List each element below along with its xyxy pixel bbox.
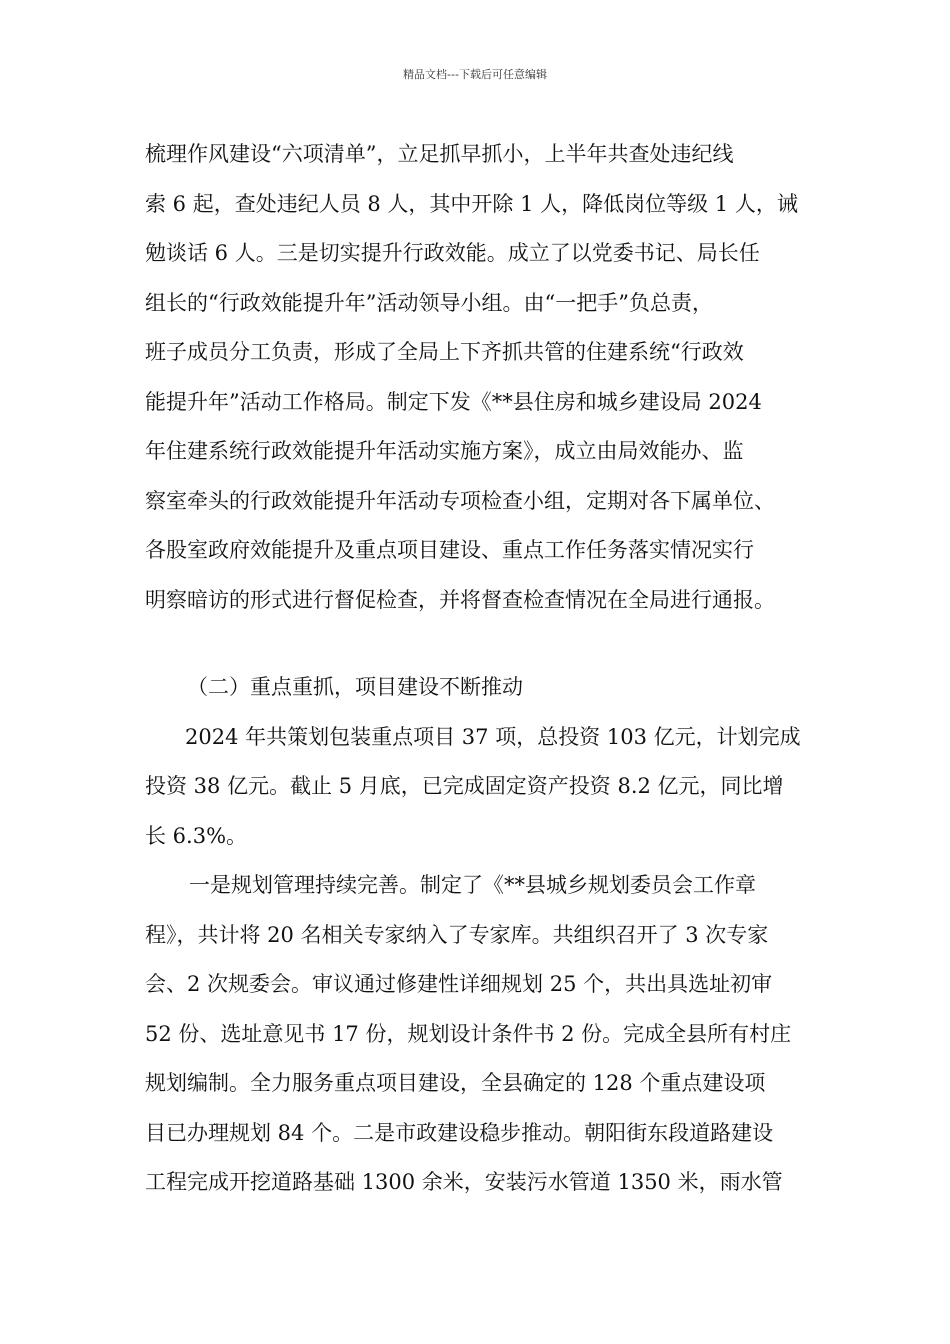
page-header: 精品文档---下载后可任意编辑 <box>403 68 547 81</box>
paragraph-line: 组长的“行政效能提升年”活动领导小组。由“一把手”负总责， <box>145 290 713 315</box>
paragraph-line: 能提升年”活动工作格局。制定下发《**县住房和城乡建设局 2024 <box>145 389 762 414</box>
paragraph-line: 察室牵头的行政效能提升年活动专项检查小组，定期对各下属单位、 <box>145 488 775 513</box>
paragraph-line: 明察暗访的形式进行督促检查，并将督查检查情况在全局进行通报。 <box>145 587 775 612</box>
paragraph-line: 工程完成开挖道路基础 1300 余米，安装污水管道 1350 米，雨水管 <box>145 1170 783 1194</box>
paragraph-line: 程》，共计将 20 名相关专家纳入了专家库。共组织召开了 3 次专家 <box>145 922 769 947</box>
paragraph-line: 一是规划管理持续完善。制定了《**县城乡规划委员会工作章 <box>189 873 756 897</box>
paragraph-line: 长 6.3%。 <box>145 823 248 848</box>
paragraph-line: 各股室政府效能提升及重点项目建设、重点工作任务落实情况实行 <box>145 538 754 562</box>
paragraph-line: 会、2 次规委会。审议通过修建性详细规划 25 个，共出具选址初审 <box>145 972 773 996</box>
paragraph-line: 班子成员分工负责，形成了全局上下齐抓共管的住建系统“行政效 <box>145 340 744 364</box>
document-body <box>145 130 825 1208</box>
paragraph-line: 梳理作风建设“六项清单”，立足抓早抓小，上半年共查处违纪线 <box>145 142 734 166</box>
paragraph-line: 勉谈话 6 人。三是切实提升行政效能。成立了以党委书记、局长任 <box>145 241 760 265</box>
paragraph-line: 规划编制。全力服务重点项目建设，全县确定的 128 个重点建设项 <box>145 1071 766 1095</box>
paragraph-line: 52 份、选址意见书 17 份，规划设计条件书 2 份。完成全县所有村庄 <box>145 1021 792 1046</box>
paragraph-line: 投资 38 亿元。截止 5 月底，已完成固定资产投资 8.2 亿元，同比增 <box>145 774 784 798</box>
paragraph-3 <box>145 861 825 1208</box>
paragraph-line: 年住建系统行政效能提升年活动实施方案》，成立由局效能办、监 <box>145 439 744 463</box>
section-heading: （二）重点重抓，项目建设不断推动 <box>187 675 523 699</box>
paragraph-line: 目已办理规划 84 个。二是市政建设稳步推动。朝阳街东段道路建设 <box>145 1120 774 1145</box>
paragraph-spacer <box>145 625 825 663</box>
paragraph-1 <box>145 130 825 625</box>
paragraph-line: 索 6 起，查处违纪人员 8 人，其中开除 1 人，降低岗位等级 1 人，诫 <box>145 191 798 216</box>
paragraph-2 <box>145 713 825 862</box>
paragraph-line: 2024 年共策划包装重点项目 37 项，总投资 103 亿元，计划完成 <box>185 724 801 749</box>
